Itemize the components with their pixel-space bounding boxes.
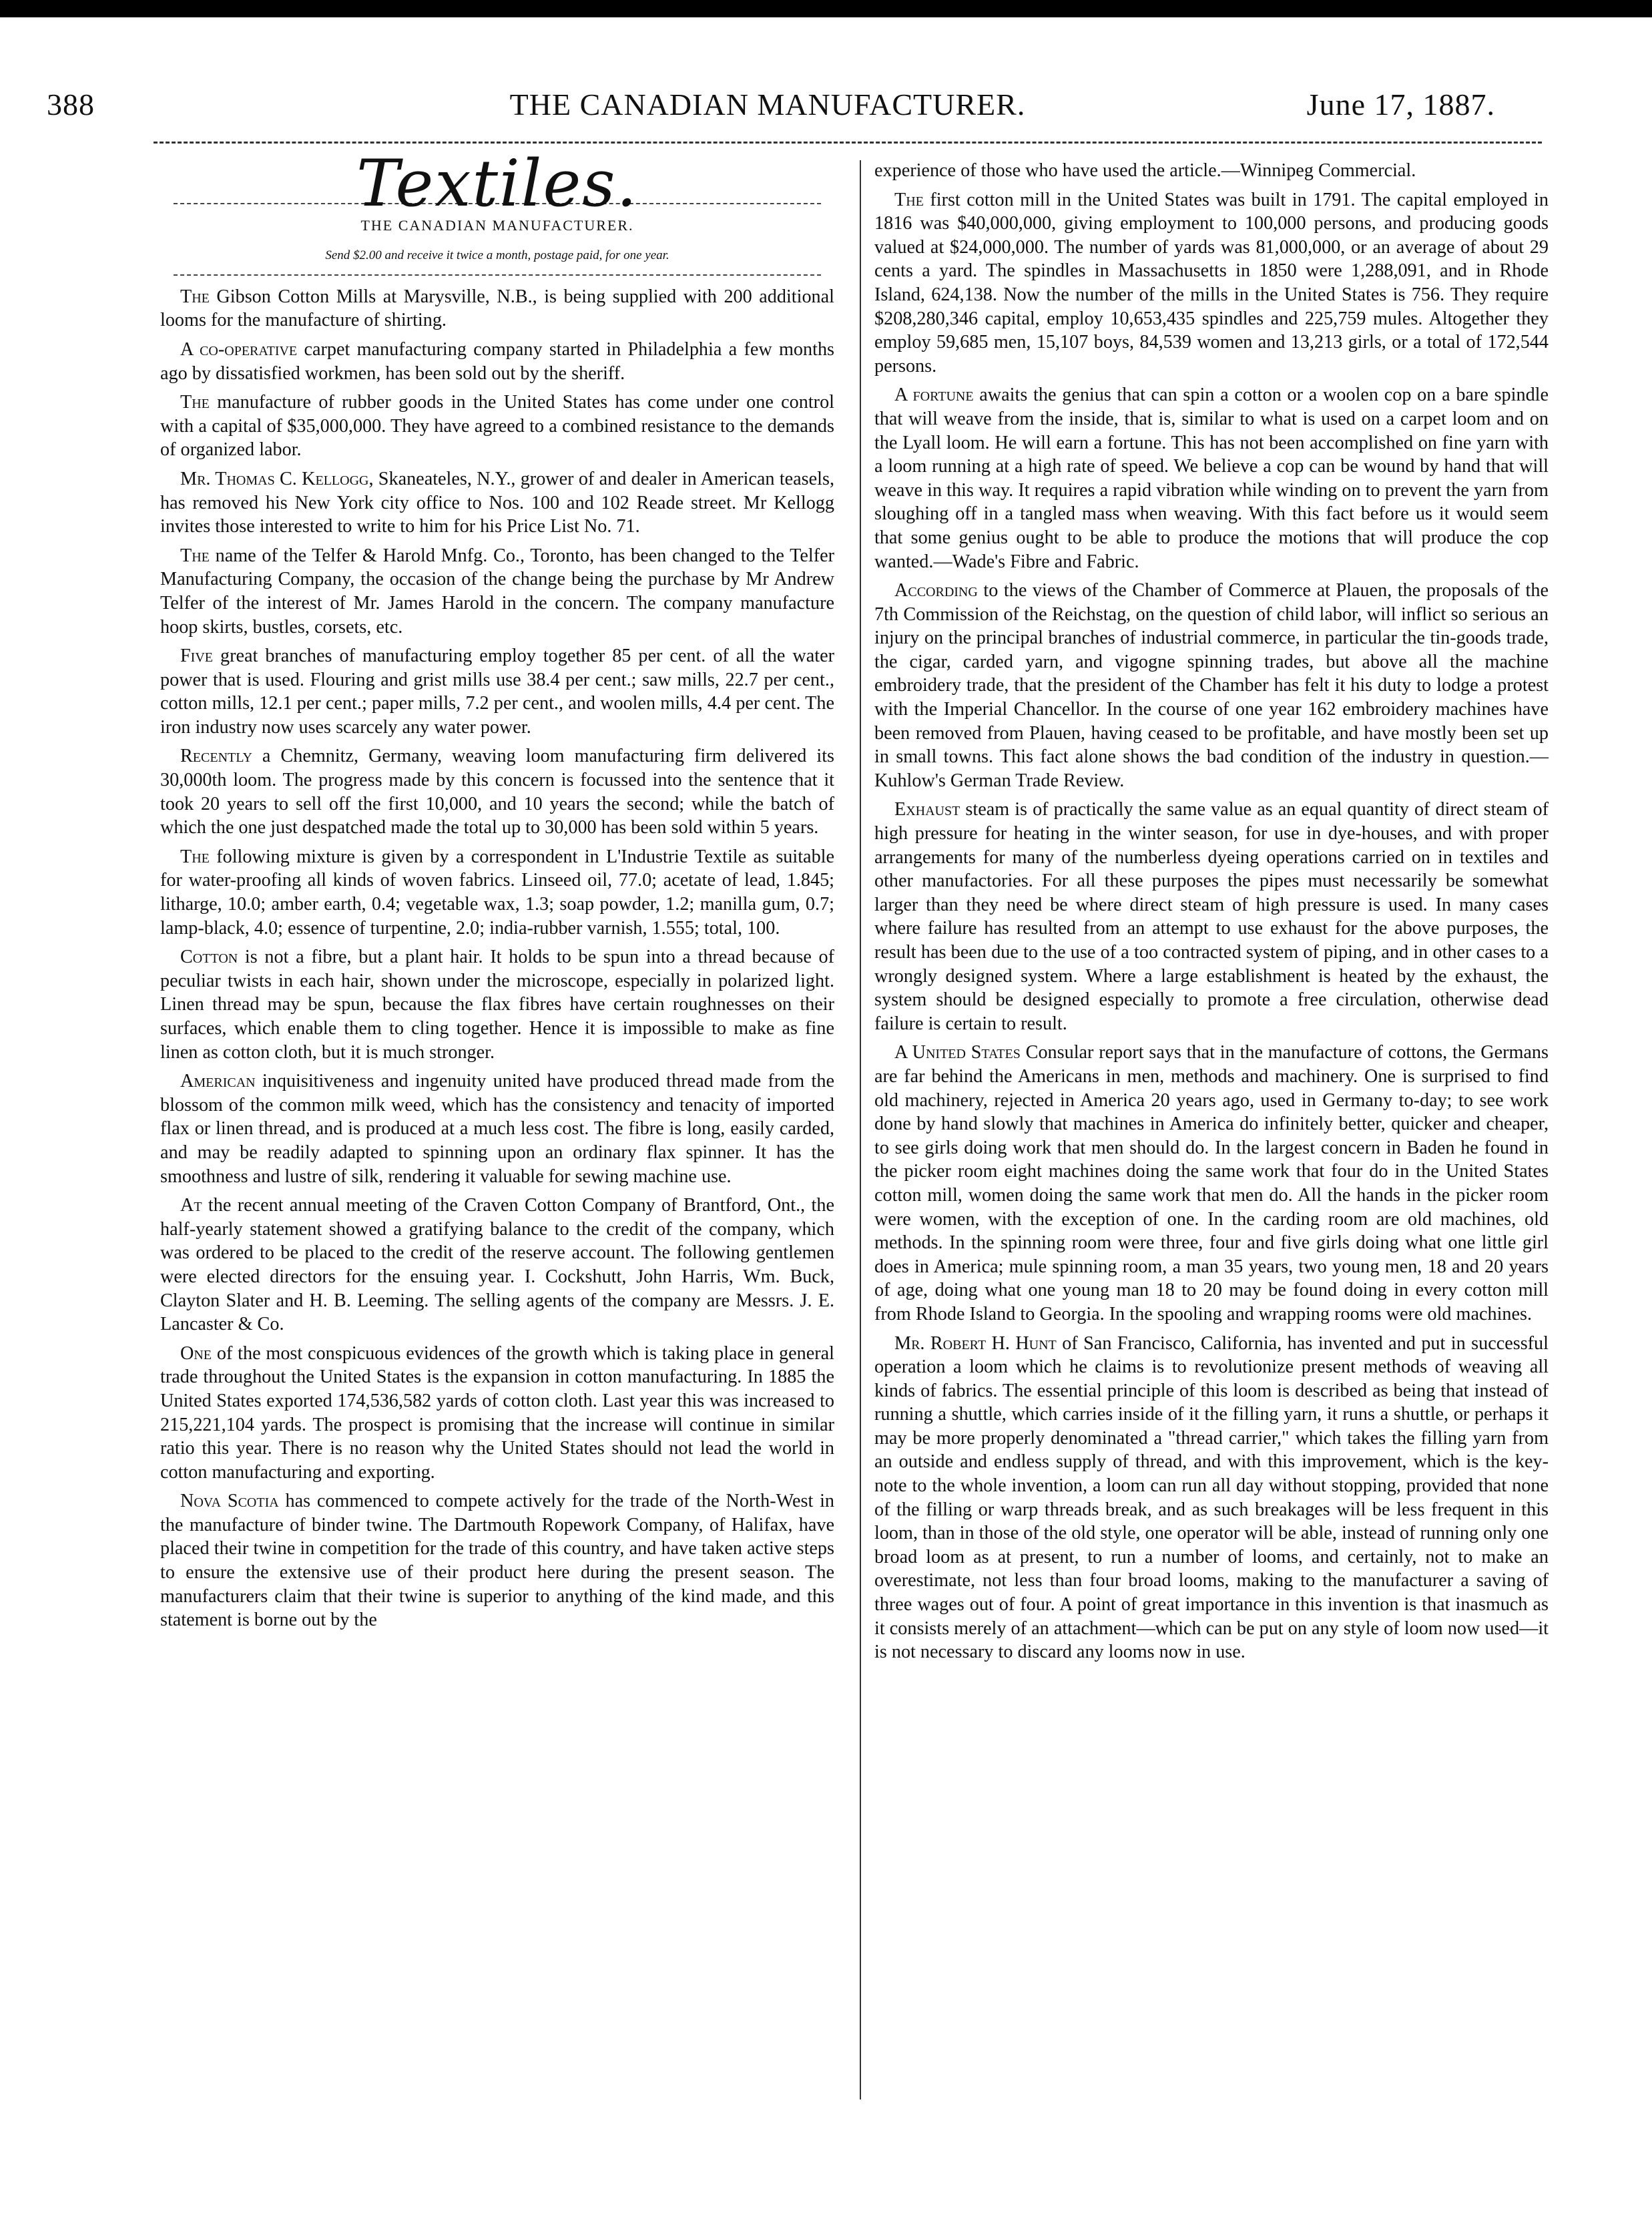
paragraph-lead: The: [180, 286, 210, 307]
article-paragraph: [160, 744, 834, 839]
subscription-note: Send $2.00 and receive it twice a month, postage paid, for one year.: [325, 248, 669, 263]
article-paragraph: [874, 1332, 1549, 1664]
article-paragraph: [874, 579, 1549, 792]
paragraph-text: steam is of practically the same value as an equal quantity of direct steam of high pressure for heating in the winter season, for use in dye-houses, and with proper arrangements for many of the numberless dyeing operations carried on in textiles and other manufactories. For all these purposes the pipes must necessarily be somewhat larger than they need be where direct steam of high pressure is used. In many cases where failure has resulted from an attempt to use exhaust for the above purposes, the result has been due to the use of a too contracted system of piping, and in other cases to a wrongly designed system. Where a large establishment is heated by the exhaust, the system should be designed especially to promote a free circulation, otherwise dead failure is certain to result.: [874, 799, 1549, 1034]
right-article-list: [874, 159, 1549, 1664]
article-paragraph: [160, 1342, 834, 1485]
paragraph-text: is not a fibre, but a plant hair. It holds to be spun into a thread because of peculiar twists in each hair, shown under the microscope, especially in polarized light. Linen thread may be spun, because the flax fibres have certain roughnesses on their surfaces, which enable them to cling together. Hence it is impossible to make as fine linen as cotton cloth, but it is much stronger.: [160, 947, 834, 1063]
paragraph-lead: One: [180, 1342, 212, 1364]
article-paragraph: [874, 159, 1549, 183]
article-paragraph: [160, 338, 834, 385]
paragraph-text: has commenced to compete actively for the trade of the North-West in the manufacture of binder twine. The Dartmouth Ropework Company, of Halifax, have placed their twine in competition for the trade of this country, and have taken active steps to ensure the extensive use of their product here during the present season. The manufacturers claim that their twine is superior to anything of the kind made, and this statement is borne out by the: [160, 1491, 835, 1631]
paragraph-text: Consular report says that in the manufacture of cottons, the Germans are far behind the Americans in men, methods and machinery. One is surprised to find old machinery, rejected in America 20 years ago, used in Germany to-day; to see work done by hand slowly that machines in America do infinitely better, quicker and cheaper, to see girls doing work that men should do. In the largest concern in Baden he found in the picker room eight machines doing the same work that four do in the United States cotton mill, women doing the same work that men do. All the hands in the picker room were women, with the exception of one. In the carding room are old machines, old methods. In the spinning room were three, four and five girls doing what one little girl does in America; mule spinning room, a man 35 years, two young men, 18 and 20 years of age, doing what one young man 18 to 20 may be found doing in every cotton mill from Rhode Island to Georgia. In the spooling and wrapping rooms were old machines.: [874, 1042, 1549, 1324]
paragraph-lead: The: [180, 545, 210, 566]
paragraph-lead: Recently: [180, 746, 252, 767]
paragraph-text: Skaneateles, N.Y., grower of and dealer in American teasels, has removed his New York city office to Nos. 100 and 102 Reade street. Mr Kellogg invites those interested to write to him for his Price List No. 71.: [160, 468, 834, 537]
publication-title: THE CANADIAN MANUFACTURER.: [509, 87, 1026, 121]
article-paragraph: [160, 1489, 834, 1632]
article-paragraph: [160, 945, 834, 1064]
paragraph-text: to the views of the Chamber of Commerce at Plauen, the proposals of the 7th Commission of the Reichstag, on the question of child labor, will inflict so serious an injury on the principal branches of industrial commerce, in particular the tin-goods trade, the cigar, carded yarn, and vigogne spinning trades, but above all the machine embroidery trade, that the president of the Chamber has felt it his duty to lodge a protest with the Imperial Chancellor. In the course of one year 162 embroidery machines have been removed from Plauen, having ceased to be profitable, and have mostly been set up in small towns. This fact alone shows the bad condition of the industry in question.—Kuhlow's German Trade Review.: [874, 580, 1549, 791]
section-subtitle: THE CANADIAN MANUFACTURER.: [360, 216, 634, 234]
left-article-list: [160, 285, 834, 1632]
right-column: [874, 159, 1549, 1670]
paragraph-lead: Five: [180, 646, 213, 667]
paragraph-lead: The: [180, 846, 210, 867]
page-header: [40, 87, 1495, 134]
page-number: 388: [47, 87, 95, 121]
paragraph-lead: Exhaust: [894, 799, 960, 820]
article-paragraph: [160, 467, 834, 539]
section-rule: [174, 274, 821, 276]
paragraph-text: Gibson Cotton Mills at Marysville, N.B., is being supplied with 200 additional looms for the manufacture of shirting.: [160, 286, 834, 331]
paragraph-text: manufacture of rubber goods in the United States has come under one control with a capital of $35,000,000. They have agreed to a combined resistance to the demands of organized labor.: [160, 392, 834, 461]
article-paragraph: [160, 644, 834, 739]
paragraph-text: experience of those who have used the article.—Winnipeg Commercial.: [874, 160, 1416, 181]
paragraph-lead: At: [180, 1195, 202, 1216]
paragraph-lead: A fortune: [894, 385, 974, 406]
article-paragraph: [874, 383, 1549, 573]
paragraph-lead: A United States: [894, 1042, 1021, 1063]
paragraph-lead: American: [180, 1071, 256, 1092]
paragraph-text: following mixture is given by a correspondent in L'Industrie Textile as suitable for water-proofing all kinds of woven fabrics. Linseed oil, 77.0; acetate of lead, 1.845; litharge, 10.0; amber earth, 0.4; vegetable wax, 1.3; soap powder, 1.2; manilla gum, 0.7; lamp-black, 4.0; essence of turpentine, 2.0; india-rubber varnish, 1.555; total, 100.: [160, 846, 834, 939]
paragraph-lead: A co-operative: [180, 338, 298, 360]
left-column: [160, 146, 835, 1638]
paragraph-text: great branches of manufacturing employ together 85 per cent. of all the water power that is used. Flouring and grist mills use 38.4 per cent.; saw mills, 22.7 per cent., cotton mills, 12.1 per cent.; paper mills, 7.2 per cent., and woolen mills, 4.4 per cent. The iron industry now uses scarcely any water power.: [160, 646, 834, 738]
article-paragraph: [874, 798, 1549, 1035]
article-paragraph: [160, 544, 834, 639]
paragraph-text: of San Francisco, California, has invented and put in successful operation a loom which he claims is to revolutionize present methods of weaving all kinds of fabrics. The essential principle of this loom is described as being that instead of running a shuttle, which carries inside of it the filling yarn, it runs a shuttle, or perhaps it may be more properly denominated a "thread carrier," which takes the filling yarn from an outside and endless supply of thread, and with this improvement, which is the key-note to the whole invention, a loom can run all day without stopping, provided that none of the filling or warp threads break, and as such breakages will be less frequent in this loom, than in those of the old style, one operator will be able, instead of running only one broad loom as at present, to run a number of looms, and certainly, not to make an overestimate, not less than four broad looms, making to the manufacturer a saving of three wages out of four. A point of great importance in this invention is that inasmuch as it consists merely of an attachment—which can be put on any style of loom now used—it is not necessary to discard any looms now in use.: [874, 1332, 1549, 1663]
paragraph-lead: The: [180, 392, 210, 413]
article-paragraph: [160, 1069, 834, 1188]
paragraph-text: the recent annual meeting of the Craven Cotton Company of Brantford, Ont., the half-yearly statement showed a gratifying balance to the credit of the company, which was ordered to be placed to the credit of the reserve account. The following gentlemen were elected directors for the ensuing year. I. Cockshutt, John Harris, Wm. Buck, Clayton Slater and H. B. Leeming. The selling agents of the company are Messrs. J. E. Lancaster & Co.: [160, 1195, 834, 1335]
paragraph-text: first cotton mill in the United States was built in 1791. The capital employed in 1816 was $40,000,000, giving employment to 100,000 persons, and producing goods valued at $24,000,000. The number of yards was 81,000,000, or an average of about 29 cents a yard. The spindles in Massachusetts in 1850 were 1,288,091, and in Rhode Island, 624,138. Now the number of the mills in the United States is 756. They require $208,280,346 capital, employ 10,653,435 spindles and 225,759 mules. Altogether they employ 59,685 men, 15,107 boys, 84,539 women and 13,213 girls, or a total of 172,544 persons.: [874, 189, 1549, 377]
header-rule: [154, 142, 1542, 144]
paragraph-text: carpet manufacturing company started in Philadelphia a few months ago by dissatisfied workmen, has been sold out by the sheriff.: [160, 338, 835, 384]
section-title: Textiles.: [356, 146, 639, 221]
paragraph-text: of the most conspicuous evidences of the growth which is taking place in general trade throughout the United States is the expansion in cotton manufacturing. In 1885 the United States exported 174,536,582 yards of cotton cloth. Last year this was increased to 215,221,104 yards. The prospect is promising that the increase will continue in similar ratio this year. There is no reason why the United States should not lead the world in cotton manufacturing and exporting.: [160, 1342, 834, 1483]
paragraph-lead: Nova Scotia: [180, 1491, 279, 1512]
column-divider: [860, 160, 861, 2099]
paragraph-lead: Cotton: [180, 947, 238, 968]
paragraph-lead: Mr. Thomas C. Kellogg,: [180, 468, 374, 489]
paragraph-text: a Chemnitz, Germany, weaving loom manufacturing firm delivered its 30,000th loom. The progress made by this concern is focussed into the sentence that it took 20 years to sell off the first 10,000, and 10 years the second; while the batch of which the one just despatched made the total up to 30,000 has been sold within 5 years.: [160, 746, 834, 838]
article-paragraph: [160, 285, 834, 332]
article-paragraph: [874, 188, 1549, 379]
paragraph-lead: According: [894, 580, 978, 601]
paragraph-lead: Mr. Robert H. Hunt: [894, 1332, 1057, 1354]
issue-date: June 17, 1887.: [1306, 87, 1495, 121]
paragraph-text: inquisitiveness and ingenuity united have produced thread made from the blossom of the common milk weed, which has the consistency and tenacity of imported flax or linen thread, and is produced at a much less cost. The fibre is long, easily carded, and may be readily adapted to spinning upon an ordinary flax spinner. It has the smoothness and lustre of silk, rendering it valuable for sewing machine use.: [160, 1071, 834, 1187]
top-border: [0, 0, 1652, 17]
article-paragraph: [160, 845, 834, 940]
article-paragraph: [160, 391, 834, 462]
paragraph-text: awaits the genius that can spin a cotton or a woolen cop on a bare spindle that will weave from the inside, that is, similar to what is used on a carpet loom and on the Lyall loom. He will earn a fortune. This has not been accomplished on fine yarn with a loom running at a high rate of speed. We believe a cop can be wound by hand that will weave in this way. It requires a rapid vibration while winding on to prevent the yarn from sloughing off in a tangled mass when weaving. With this fact before us it would seem that some genius ought to be able to produce the motions that will produce the cop wanted.—Wade's Fibre and Fabric.: [874, 385, 1549, 572]
paragraph-text: name of the Telfer & Harold Mnfg. Co., Toronto, has been changed to the Telfer Manufacturing Company, the occasion of the change being the purchase by Mr Andrew Telfer of the interest of Mr. James Harold in the concern. The company manufacture hoop skirts, bustles, corsets, etc.: [160, 545, 834, 638]
article-paragraph: [160, 1194, 834, 1336]
paragraph-lead: The: [894, 189, 924, 210]
article-paragraph: [874, 1041, 1549, 1326]
